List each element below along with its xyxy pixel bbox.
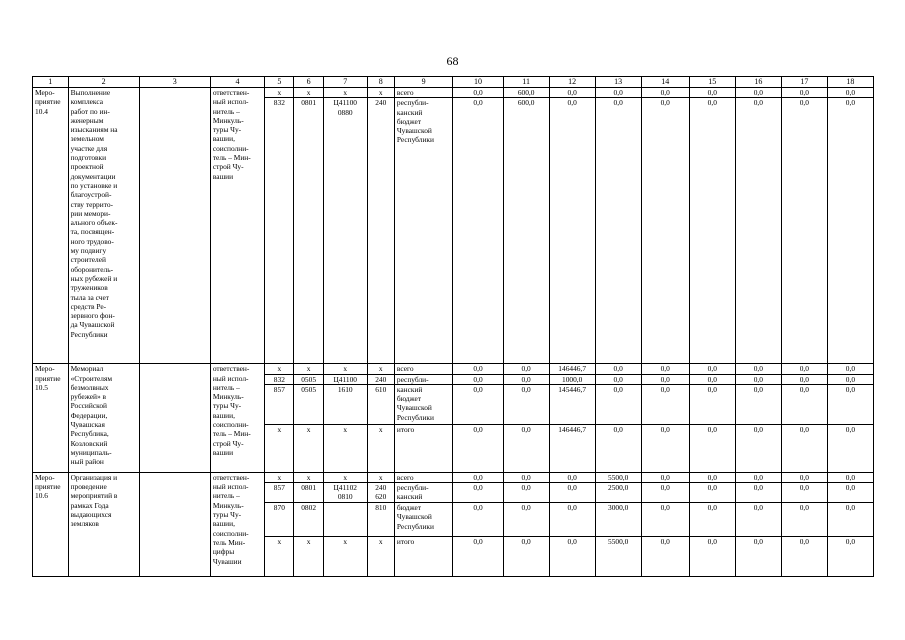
value-cell: 145446,7 <box>549 384 595 424</box>
value-cell: 0,0 <box>781 364 827 374</box>
code-cell: 1610 <box>323 384 367 424</box>
value-cell: 0,0 <box>641 424 689 472</box>
value-cell: 0,0 <box>549 503 595 537</box>
header-cell: 4 <box>210 77 264 88</box>
value-cell: 146446,7 <box>549 364 595 374</box>
value-cell: 0,0 <box>735 503 781 537</box>
funding-source-cell: итого <box>394 424 453 472</box>
header-cell: 5 <box>265 77 294 88</box>
value-cell: 0,0 <box>827 537 873 577</box>
value-cell: 0,0 <box>595 98 641 364</box>
code-cell: x <box>323 88 367 98</box>
value-cell: 0,0 <box>641 98 689 364</box>
code-cell: 810 <box>367 503 394 537</box>
code-cell: x <box>294 472 323 482</box>
value-cell: 0,0 <box>827 503 873 537</box>
funding-source-cell: канский бюджет Чувашской Республики <box>394 384 453 424</box>
value-cell: 0,0 <box>595 364 641 374</box>
code-cell: Ц41100 <box>323 374 367 384</box>
code-cell: x <box>323 472 367 482</box>
value-cell: 0,0 <box>827 364 873 374</box>
code-cell: x <box>367 424 394 472</box>
funding-source-cell: республи- канский <box>394 483 453 503</box>
value-cell: 0,0 <box>641 384 689 424</box>
code-cell: 0801 <box>294 98 323 364</box>
code-cell: x <box>367 472 394 482</box>
column-3-cell <box>139 88 210 364</box>
code-cell: x <box>367 537 394 577</box>
value-cell: 0,0 <box>781 98 827 364</box>
code-cell: x <box>265 424 294 472</box>
value-cell: 0,0 <box>453 537 503 577</box>
header-cell: 6 <box>294 77 323 88</box>
value-cell: 0,0 <box>689 384 735 424</box>
code-cell: 857 <box>265 384 294 424</box>
code-cell: x <box>294 424 323 472</box>
value-cell: 0,0 <box>781 472 827 482</box>
value-cell: 0,0 <box>781 374 827 384</box>
value-cell: 0,0 <box>735 384 781 424</box>
value-cell: 146446,7 <box>549 424 595 472</box>
code-cell: 832 <box>265 98 294 364</box>
value-cell: 0,0 <box>827 472 873 482</box>
value-cell: 0,0 <box>595 88 641 98</box>
value-cell: 0,0 <box>689 374 735 384</box>
code-cell: 0505 <box>294 374 323 384</box>
value-cell: 0,0 <box>827 374 873 384</box>
value-cell: 0,0 <box>781 384 827 424</box>
value-cell: 0,0 <box>735 537 781 577</box>
measure-label: Меро- приятие 10.5 <box>33 364 69 473</box>
funding-source-cell: итого <box>394 537 453 577</box>
header-cell: 10 <box>453 77 503 88</box>
header-cell: 15 <box>689 77 735 88</box>
code-cell: 832 <box>265 374 294 384</box>
value-cell: 2500,0 <box>595 483 641 503</box>
page-number: 68 <box>446 54 459 68</box>
measure-name: Мемориал «Строителям безмолвных рубежей» в Российской Федерации, Чувашская Республика, Козловский муниципаль- ный район <box>68 364 139 473</box>
value-cell: 0,0 <box>689 98 735 364</box>
value-cell: 3000,0 <box>595 503 641 537</box>
value-cell: 0,0 <box>735 98 781 364</box>
code-cell: 240 <box>367 98 394 364</box>
value-cell: 0,0 <box>641 472 689 482</box>
value-cell: 0,0 <box>641 88 689 98</box>
value-cell: 0,0 <box>549 483 595 503</box>
value-cell: 0,0 <box>595 384 641 424</box>
value-cell: 0,0 <box>781 88 827 98</box>
value-cell: 0,0 <box>689 503 735 537</box>
value-cell: 0,0 <box>549 88 595 98</box>
funding-source-cell: бюджет Чувашской Республики <box>394 503 453 537</box>
executor-cell: ответствен- ный испол- нитель – Минкуль- туры Чу- вашии, соисполни- тель – Мин- строй Чу- вашии <box>210 88 264 364</box>
value-cell: 0,0 <box>453 384 503 424</box>
value-cell: 0,0 <box>453 472 503 482</box>
funding-source-cell: всего <box>394 88 453 98</box>
executor-cell: ответствен- ный испол- нитель – Минкуль- туры Чу- вашии, соисполни- тель Мин- цифры Чувашии <box>210 472 264 576</box>
value-cell: 0,0 <box>503 472 549 482</box>
code-cell: x <box>265 88 294 98</box>
code-cell: Ц41100 0880 <box>323 98 367 364</box>
code-cell: 857 <box>265 483 294 503</box>
measure-label: Меро- приятие 10.6 <box>33 472 69 576</box>
measure-label: Меро- приятие 10.4 <box>33 88 69 364</box>
code-cell: 240 620 <box>367 483 394 503</box>
code-cell <box>323 503 367 537</box>
value-cell: 0,0 <box>453 88 503 98</box>
measure-name: Организация и проведение мероприятий в рамках Года выдающихся земляков <box>68 472 139 576</box>
code-cell: 870 <box>265 503 294 537</box>
table-row <box>33 88 874 98</box>
value-cell: 0,0 <box>641 503 689 537</box>
code-cell: x <box>367 88 394 98</box>
value-cell: 0,0 <box>453 98 503 364</box>
value-cell: 0,0 <box>735 88 781 98</box>
code-cell: x <box>294 88 323 98</box>
header-cell: 2 <box>68 77 139 88</box>
value-cell: 5500,0 <box>595 537 641 577</box>
value-cell: 0,0 <box>641 537 689 577</box>
budget-table <box>32 76 874 577</box>
value-cell: 0,0 <box>503 384 549 424</box>
value-cell: 600,0 <box>503 88 549 98</box>
value-cell: 0,0 <box>827 88 873 98</box>
value-cell: 0,0 <box>827 98 873 364</box>
header-cell: 8 <box>367 77 394 88</box>
funding-source-cell: всего <box>394 364 453 374</box>
header-cell: 11 <box>503 77 549 88</box>
value-cell: 0,0 <box>689 364 735 374</box>
value-cell: 0,0 <box>453 374 503 384</box>
value-cell: 0,0 <box>503 537 549 577</box>
table-row <box>33 472 874 482</box>
header-cell: 18 <box>827 77 873 88</box>
value-cell: 0,0 <box>735 483 781 503</box>
value-cell: 0,0 <box>503 424 549 472</box>
value-cell: 0,0 <box>735 472 781 482</box>
value-cell: 0,0 <box>827 384 873 424</box>
header-cell: 17 <box>781 77 827 88</box>
value-cell: 0,0 <box>503 483 549 503</box>
value-cell: 0,0 <box>735 364 781 374</box>
value-cell: 5500,0 <box>595 472 641 482</box>
code-cell: 0801 <box>294 483 323 503</box>
funding-source-cell: республи- канский бюджет Чувашской Республики <box>394 98 453 364</box>
code-cell: x <box>323 364 367 374</box>
header-row <box>33 77 874 88</box>
code-cell: 0802 <box>294 503 323 537</box>
code-cell: x <box>367 364 394 374</box>
code-cell: 0505 <box>294 384 323 424</box>
value-cell: 0,0 <box>595 374 641 384</box>
header-cell: 1 <box>33 77 69 88</box>
value-cell: 0,0 <box>503 503 549 537</box>
code-cell: x <box>294 364 323 374</box>
value-cell: 0,0 <box>827 424 873 472</box>
value-cell: 0,0 <box>689 537 735 577</box>
value-cell: 0,0 <box>827 483 873 503</box>
value-cell: 0,0 <box>735 424 781 472</box>
header-cell: 7 <box>323 77 367 88</box>
header-cell: 13 <box>595 77 641 88</box>
column-3-cell <box>139 364 210 473</box>
value-cell: 0,0 <box>781 483 827 503</box>
value-cell: 0,0 <box>549 98 595 364</box>
measure-name: Выполнение комплекса работ по ин- женерным изысканиям на земельном участке для подготовки проектной документации по установке и благоустрой- ству террито- рии мемори- ального объек- та, посвящен- ного трудово- му подвигу строителей оборонитель- ных рубежей и тружеников тыла за счет средств Ре- зервного фон- да Чувашской Республики <box>68 88 139 364</box>
header-cell: 12 <box>549 77 595 88</box>
code-cell: 240 <box>367 374 394 384</box>
value-cell: 0,0 <box>641 364 689 374</box>
value-cell: 0,0 <box>453 424 503 472</box>
value-cell: 0,0 <box>641 374 689 384</box>
value-cell: 0,0 <box>453 364 503 374</box>
value-cell: 0,0 <box>689 483 735 503</box>
value-cell: 0,0 <box>689 472 735 482</box>
value-cell: 0,0 <box>781 537 827 577</box>
table-row <box>33 364 874 374</box>
header-cell: 16 <box>735 77 781 88</box>
code-cell: Ц41102 0810 <box>323 483 367 503</box>
column-3-cell <box>139 472 210 576</box>
value-cell: 0,0 <box>689 88 735 98</box>
value-cell: 600,0 <box>503 98 549 364</box>
value-cell: 0,0 <box>641 483 689 503</box>
funding-source-cell: всего <box>394 472 453 482</box>
value-cell: 0,0 <box>549 537 595 577</box>
value-cell: 0,0 <box>781 424 827 472</box>
code-cell: x <box>323 537 367 577</box>
value-cell: 0,0 <box>453 503 503 537</box>
value-cell: 0,0 <box>503 374 549 384</box>
code-cell: x <box>323 424 367 472</box>
code-cell: x <box>265 537 294 577</box>
code-cell: x <box>265 364 294 374</box>
value-cell: 0,0 <box>549 472 595 482</box>
header-cell: 14 <box>641 77 689 88</box>
value-cell: 0,0 <box>735 374 781 384</box>
code-cell: 610 <box>367 384 394 424</box>
value-cell: 0,0 <box>595 424 641 472</box>
executor-cell: ответствен- ный испол- нитель – Минкуль- туры Чу- вашии, соисполни- тель – Мин- строй Чу- вашии <box>210 364 264 473</box>
value-cell: 0,0 <box>689 424 735 472</box>
code-cell: x <box>294 537 323 577</box>
funding-source-cell: республи- <box>394 374 453 384</box>
header-cell: 3 <box>139 77 210 88</box>
value-cell: 1000,0 <box>549 374 595 384</box>
value-cell: 0,0 <box>453 483 503 503</box>
value-cell: 0,0 <box>781 503 827 537</box>
header-cell: 9 <box>394 77 453 88</box>
code-cell: x <box>265 472 294 482</box>
value-cell: 0,0 <box>503 364 549 374</box>
